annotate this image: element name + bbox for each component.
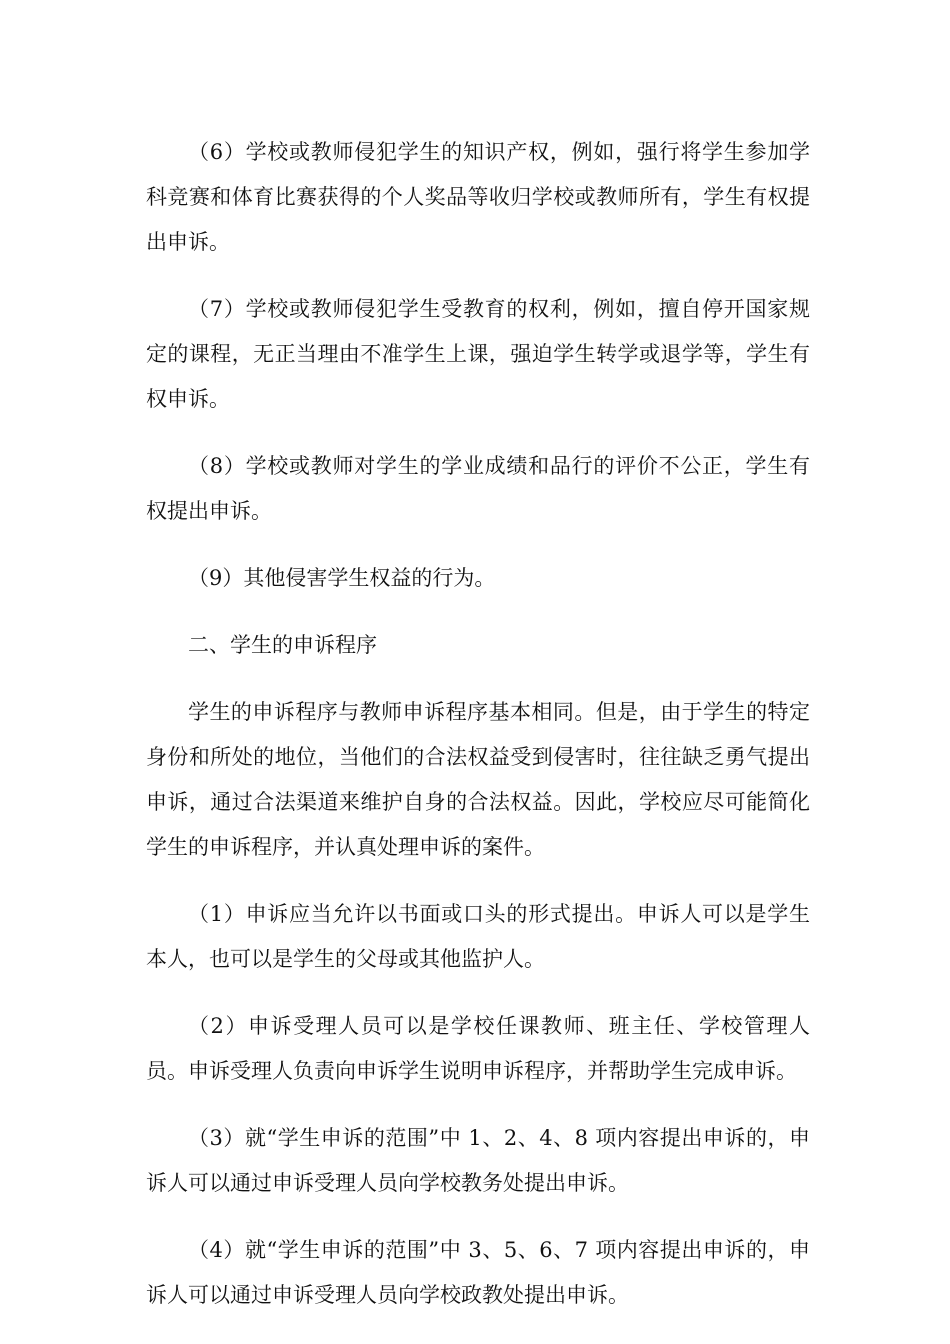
procedure-item-4: （4）就“学生申诉的范围”中 3、5、6、7 项内容提出申诉的，申诉人可以通过申诉受理人员向学校政教处提出申诉。 <box>146 1238 810 1307</box>
procedure-item-1: （1）申诉应当允许以书面或口头的形式提出。申诉人可以是学生本人，也可以是学生的父母或其他监护人。 <box>146 902 810 971</box>
paragraph-intro: 学生的申诉程序与教师申诉程序基本相同。但是，由于学生的特定身份和所处的地位，当他们的合法权益受到侵害时，往往缺乏勇气提出申诉，通过合法渠道来维护自身的合法权益。因此，学校应尽可能简化学生的申诉程序，并认真处理申诉的案件。 <box>146 700 810 859</box>
paragraph-item-7: （7）学校或教师侵犯学生受教育的权利，例如，擅自停开国家规定的课程，无正当理由不准学生上课，强迫学生转学或退学等，学生有权申诉。 <box>146 297 810 411</box>
procedure-item-2: （2）申诉受理人员可以是学校任课教师、班主任、学校管理人员。申诉受理人负责向申诉学生说明申诉程序，并帮助学生完成申诉。 <box>146 1014 810 1083</box>
paragraph-item-6: （6）学校或教师侵犯学生的知识产权，例如，强行将学生参加学科竞赛和体育比赛获得的个人奖品等收归学校或教师所有，学生有权提出申诉。 <box>146 140 810 254</box>
procedure-item-3: （3）就“学生申诉的范围”中 1、2、4、8 项内容提出申诉的，申诉人可以通过申诉受理人员向学校教务处提出申诉。 <box>146 1126 810 1195</box>
paragraph-item-9: （9）其他侵害学生权益的行为。 <box>188 566 496 590</box>
section-heading: 二、学生的申诉程序 <box>188 633 377 657</box>
paragraph-item-8: （8）学校或教师对学生的学业成绩和品行的评价不公正，学生有权提出申诉。 <box>146 454 810 523</box>
document-body <box>146 130 810 1340</box>
